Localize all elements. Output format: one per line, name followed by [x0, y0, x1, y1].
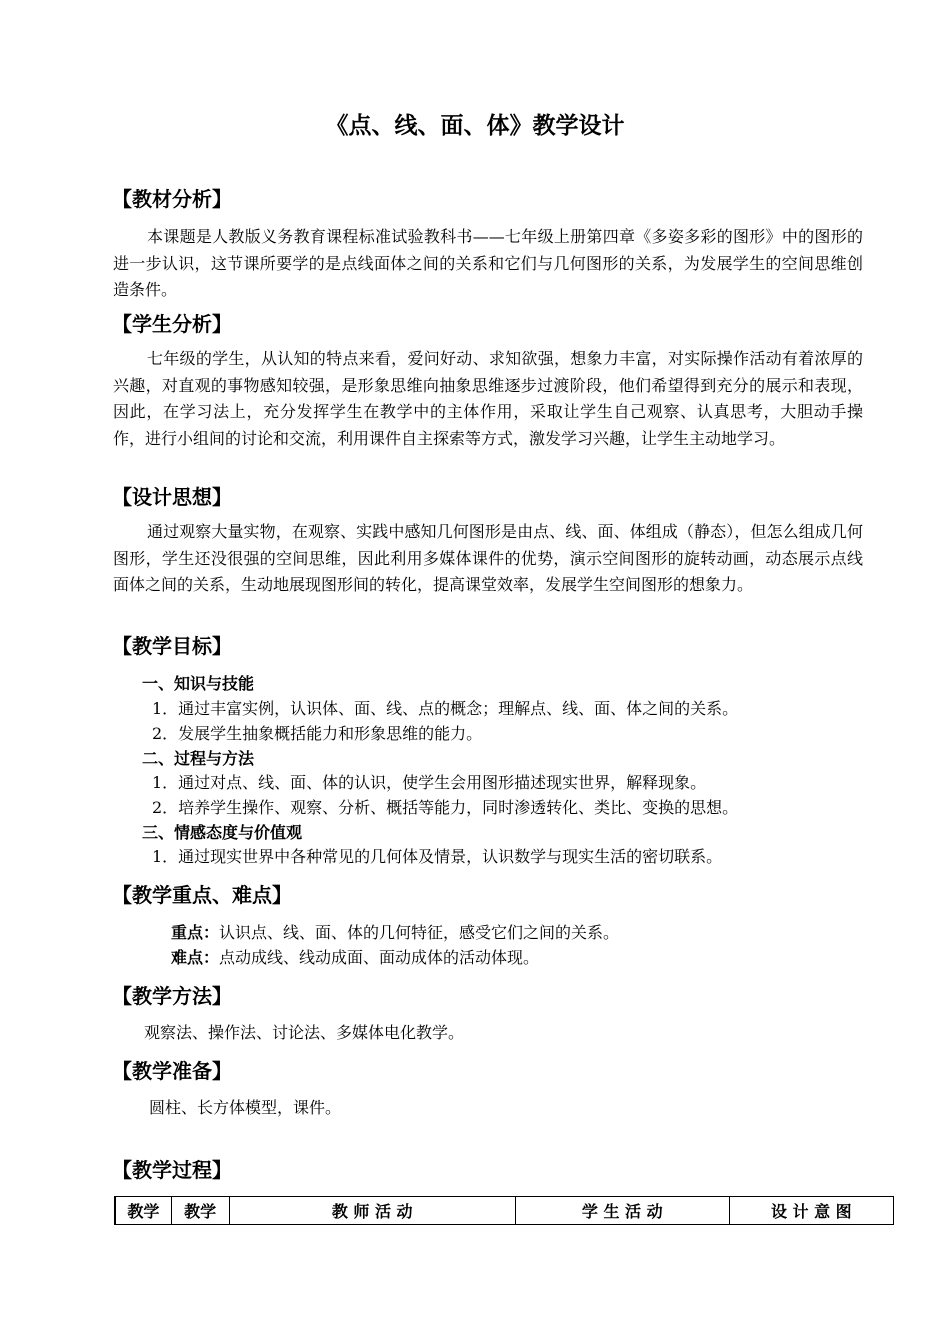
- heading-key-points: 【教学重点、难点】: [112, 883, 292, 907]
- paragraph-material-analysis: 本课题是人教版义务教育课程标准试验教科书——七年级上册第四章《多姿多彩的图形》中的图形的进一步认识，这节课所要学的是点线面体之间的关系和它们与几何图形的关系，为发展学生的空间思维创造条件。: [113, 227, 863, 299]
- goal-item: 1．通过丰富实例，认识体、面、线、点的概念；理解点、线、面、体之间的关系。: [152, 699, 739, 718]
- table-header-cell: 设 计 意 图: [729, 1197, 893, 1225]
- teaching-process-table: [114, 1196, 894, 1225]
- page-title: 《点、线、面、体》教学设计: [325, 113, 625, 139]
- goal-group-title: 一、知识与技能: [142, 674, 255, 693]
- heading-design-idea: 【设计思想】: [112, 485, 232, 509]
- paragraph-design-idea: 通过观察大量实物，在观察、实践中感知几何图形是由点、线、面、体组成（静态），但怎么组成几何图形，学生还没很强的空间思维，因此利用多媒体课件的优势，演示空间图形的旋转动画，动态展示点线面体之间的关系，生动地展现图形间的转化，提高课堂效率，发展学生空间图形的想象力。: [113, 522, 863, 594]
- table-header-cell: 学 生 活 动: [515, 1197, 729, 1225]
- heading-material-analysis: 【教材分析】: [112, 187, 232, 211]
- heading-student-analysis: 【学生分析】: [112, 312, 232, 336]
- goal-item: 2．发展学生抽象概括能力和形象思维的能力。: [152, 724, 483, 743]
- heading-teaching-goals: 【教学目标】: [112, 634, 232, 658]
- heading-teaching-preparation: 【教学准备】: [112, 1059, 232, 1083]
- goal-item: 1．通过现实世界中各种常见的几何体及情景，认识数学与现实生活的密切联系。: [152, 847, 723, 866]
- goal-group-title: 三、情感态度与价值观: [142, 823, 303, 842]
- table-header-row: [115, 1197, 894, 1225]
- difficult-point-line: [171, 946, 539, 970]
- teaching-preparation-text: 圆柱、长方体模型，课件。: [149, 1098, 342, 1117]
- teaching-methods-text: 观察法、操作法、讨论法、多媒体电化教学。: [144, 1023, 465, 1042]
- goal-group-title: 二、过程与方法: [142, 749, 255, 768]
- table-header-cell: 教学: [115, 1197, 171, 1225]
- key-point-label: 重点：: [171, 923, 220, 942]
- heading-teaching-process: 【教学过程】: [112, 1158, 232, 1182]
- table-header-cell: 教学: [171, 1197, 229, 1225]
- goal-item: 1．通过对点、线、面、体的认识，使学生会用图形描述现实世界，解释现象。: [152, 773, 707, 792]
- goal-item: 2．培养学生操作、观察、分析、概括等能力，同时渗透转化、类比、变换的思想。: [152, 798, 739, 817]
- difficult-point-label: 难点：: [171, 948, 220, 967]
- paragraph-student-analysis: 七年级的学生，从认知的特点来看，爱问好动、求知欲强，想象力丰富，对实际操作活动有着浓厚的兴趣，对直观的事物感知较强，是形象思维向抽象思维逐步过渡阶段，他们希望得到充分的展示和表现，因此，在学习法上，充分发挥学生在教学中的主体作用，采取让学生自己观察、认真思考，大胆动手操作，进行小组间的讨论和交流，利用课件自主探索等方式，激发学习兴趣，让学生主动地学习。: [113, 349, 863, 448]
- key-point-text: 认识点、线、面、体的几何特征，感受它们之间的关系。: [219, 923, 620, 942]
- heading-teaching-methods: 【教学方法】: [112, 984, 232, 1008]
- table-header-cell: 教 师 活 动: [229, 1197, 515, 1225]
- difficult-point-text: 点动成线、线动成面、面动成体的活动体现。: [219, 948, 540, 967]
- key-point-line: [171, 921, 619, 945]
